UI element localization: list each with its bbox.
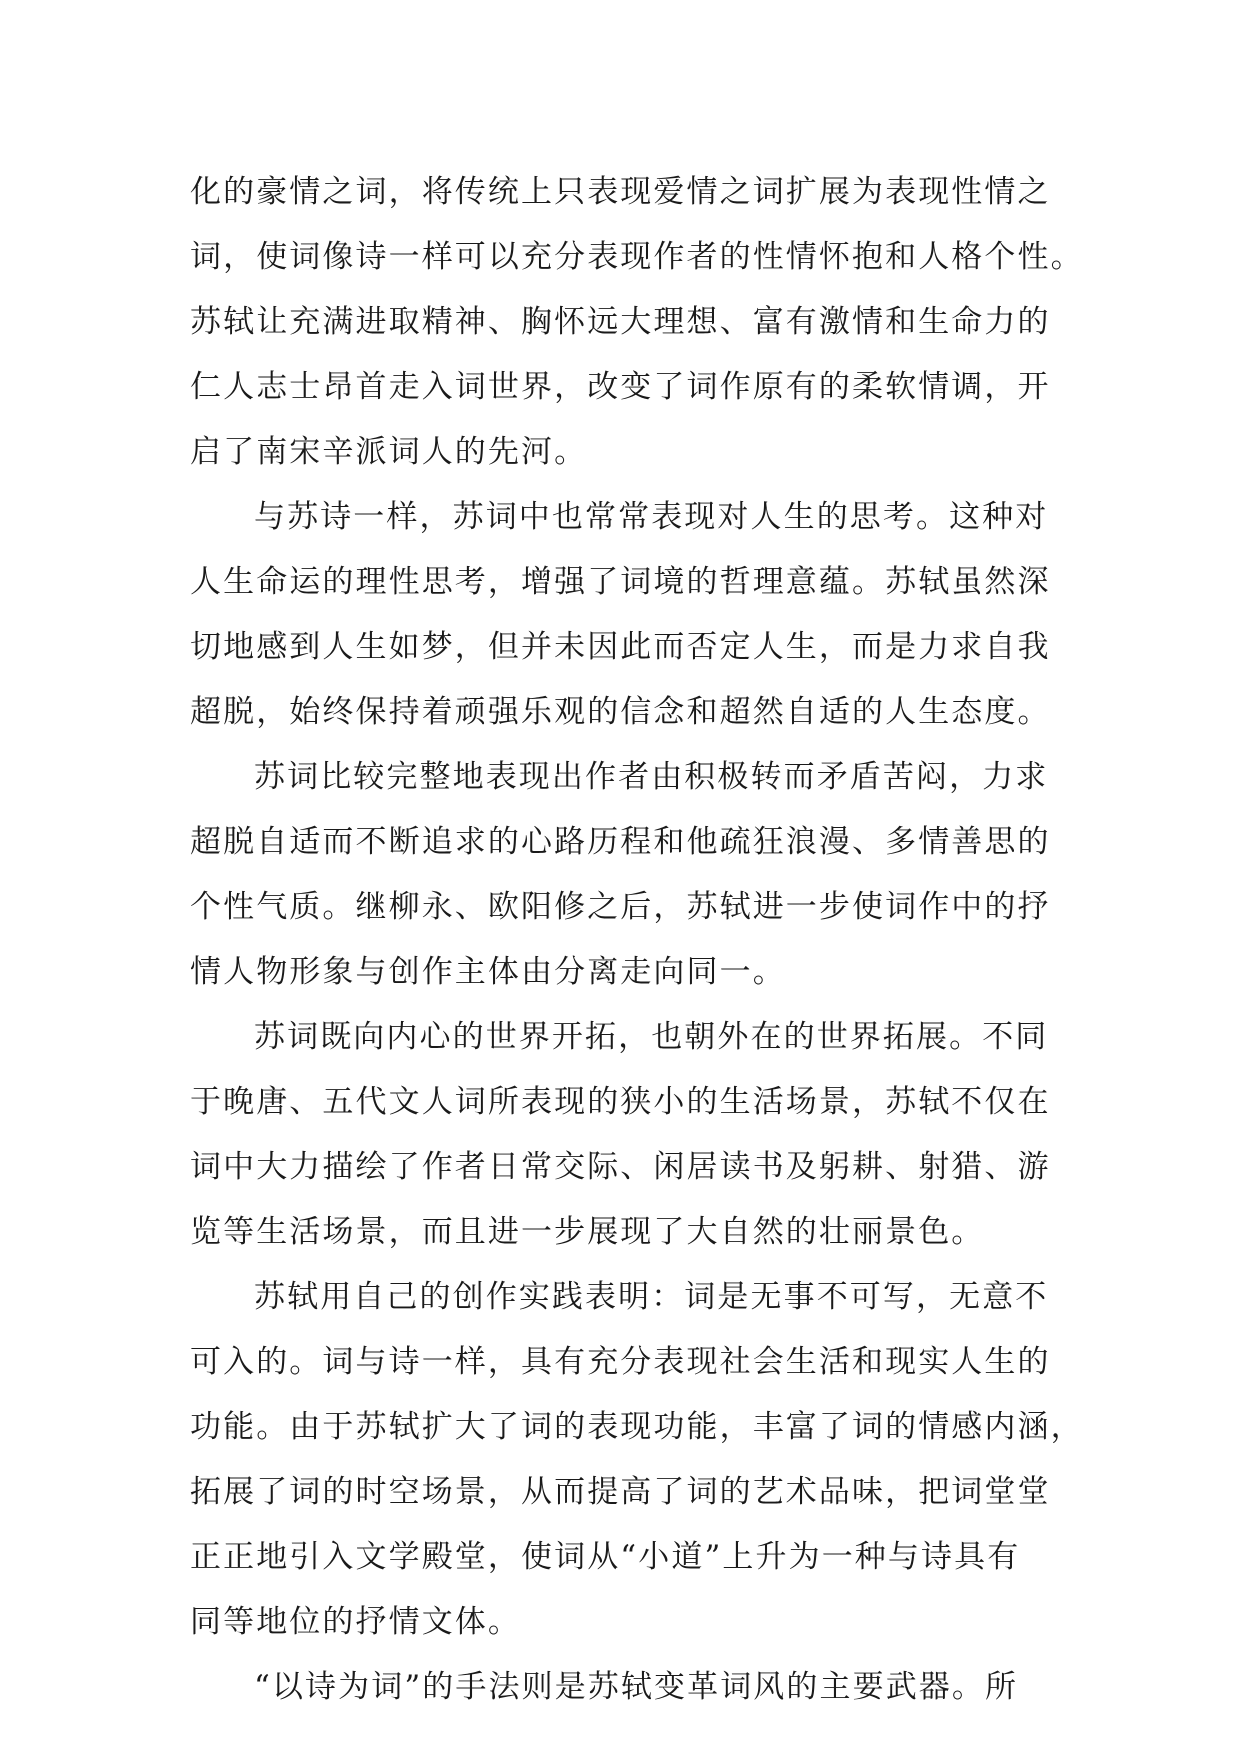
text-line: 苏轼让充满进取精神、胸怀远大理想、富有激情和生命力的 — [190, 304, 1051, 340]
text-line: 仁人志士昂首走入词世界，改变了词作原有的柔软情调，开 — [190, 369, 1051, 405]
body-text — [190, 160, 1090, 1720]
text-line: 于晚唐、五代文人词所表现的狭小的生活场景，苏轼不仅在 — [190, 1084, 1051, 1120]
text-line: 词中大力描绘了作者日常交际、闲居读书及躬耕、射猎、游 — [190, 1149, 1051, 1185]
text-line: 人生命运的理性思考，增强了词境的哲理意蕴。苏轼虽然深 — [190, 564, 1051, 600]
text-line: 情人物形象与创作主体由分离走向同一。 — [190, 954, 786, 990]
text-line: 化的豪情之词，将传统上只表现爱情之词扩展为表现性情之 — [190, 174, 1051, 210]
text-line: 可入的。词与诗一样，具有充分表现社会生活和现实人生的 — [190, 1344, 1051, 1380]
text-line: 正正地引入文学殿堂，使词从“小道”上升为一种与诗具有 — [190, 1539, 1021, 1575]
text-line: 超脱自适而不断追求的心路历程和他疏狂浪漫、多情善思的 — [190, 824, 1051, 860]
text-line: 功能。由于苏轼扩大了词的表现功能，丰富了词的情感内涵， — [190, 1409, 1084, 1445]
text-line: 同等地位的抒情文体。 — [190, 1604, 521, 1640]
text-line: 词，使词像诗一样可以充分表现作者的性情怀抱和人格个性。 — [190, 239, 1084, 275]
text-line: 个性气质。继柳永、欧阳修之后，苏轼进一步使词作中的抒 — [190, 889, 1051, 925]
text-line: 超脱，始终保持着顽强乐观的信念和超然自适的人生态度。 — [190, 694, 1051, 730]
paragraph-first-line: 苏轼用自己的创作实践表明：词是无事不可写，无意不 — [254, 1279, 1049, 1315]
text-line: 览等生活场景，而且进一步展现了大自然的壮丽景色。 — [190, 1214, 985, 1250]
paragraph-first-line: 与苏诗一样，苏词中也常常表现对人生的思考。这种对 — [254, 499, 1049, 535]
text-line: 拓展了词的时空场景，从而提高了词的艺术品味，把词堂堂 — [190, 1474, 1051, 1510]
paragraph-first-line: “以诗为词”的手法则是苏轼变革词风的主要武器。所 — [254, 1669, 1019, 1705]
text-line: 启了南宋辛派词人的先河。 — [190, 434, 588, 470]
paragraph-first-line: 苏词既向内心的世界开拓，也朝外在的世界拓展。不同 — [254, 1019, 1049, 1055]
text-line: 切地感到人生如梦，但并未因此而否定人生，而是力求自我 — [190, 629, 1051, 665]
paragraph-first-line: 苏词比较完整地表现出作者由积极转而矛盾苦闷，力求 — [254, 759, 1049, 795]
